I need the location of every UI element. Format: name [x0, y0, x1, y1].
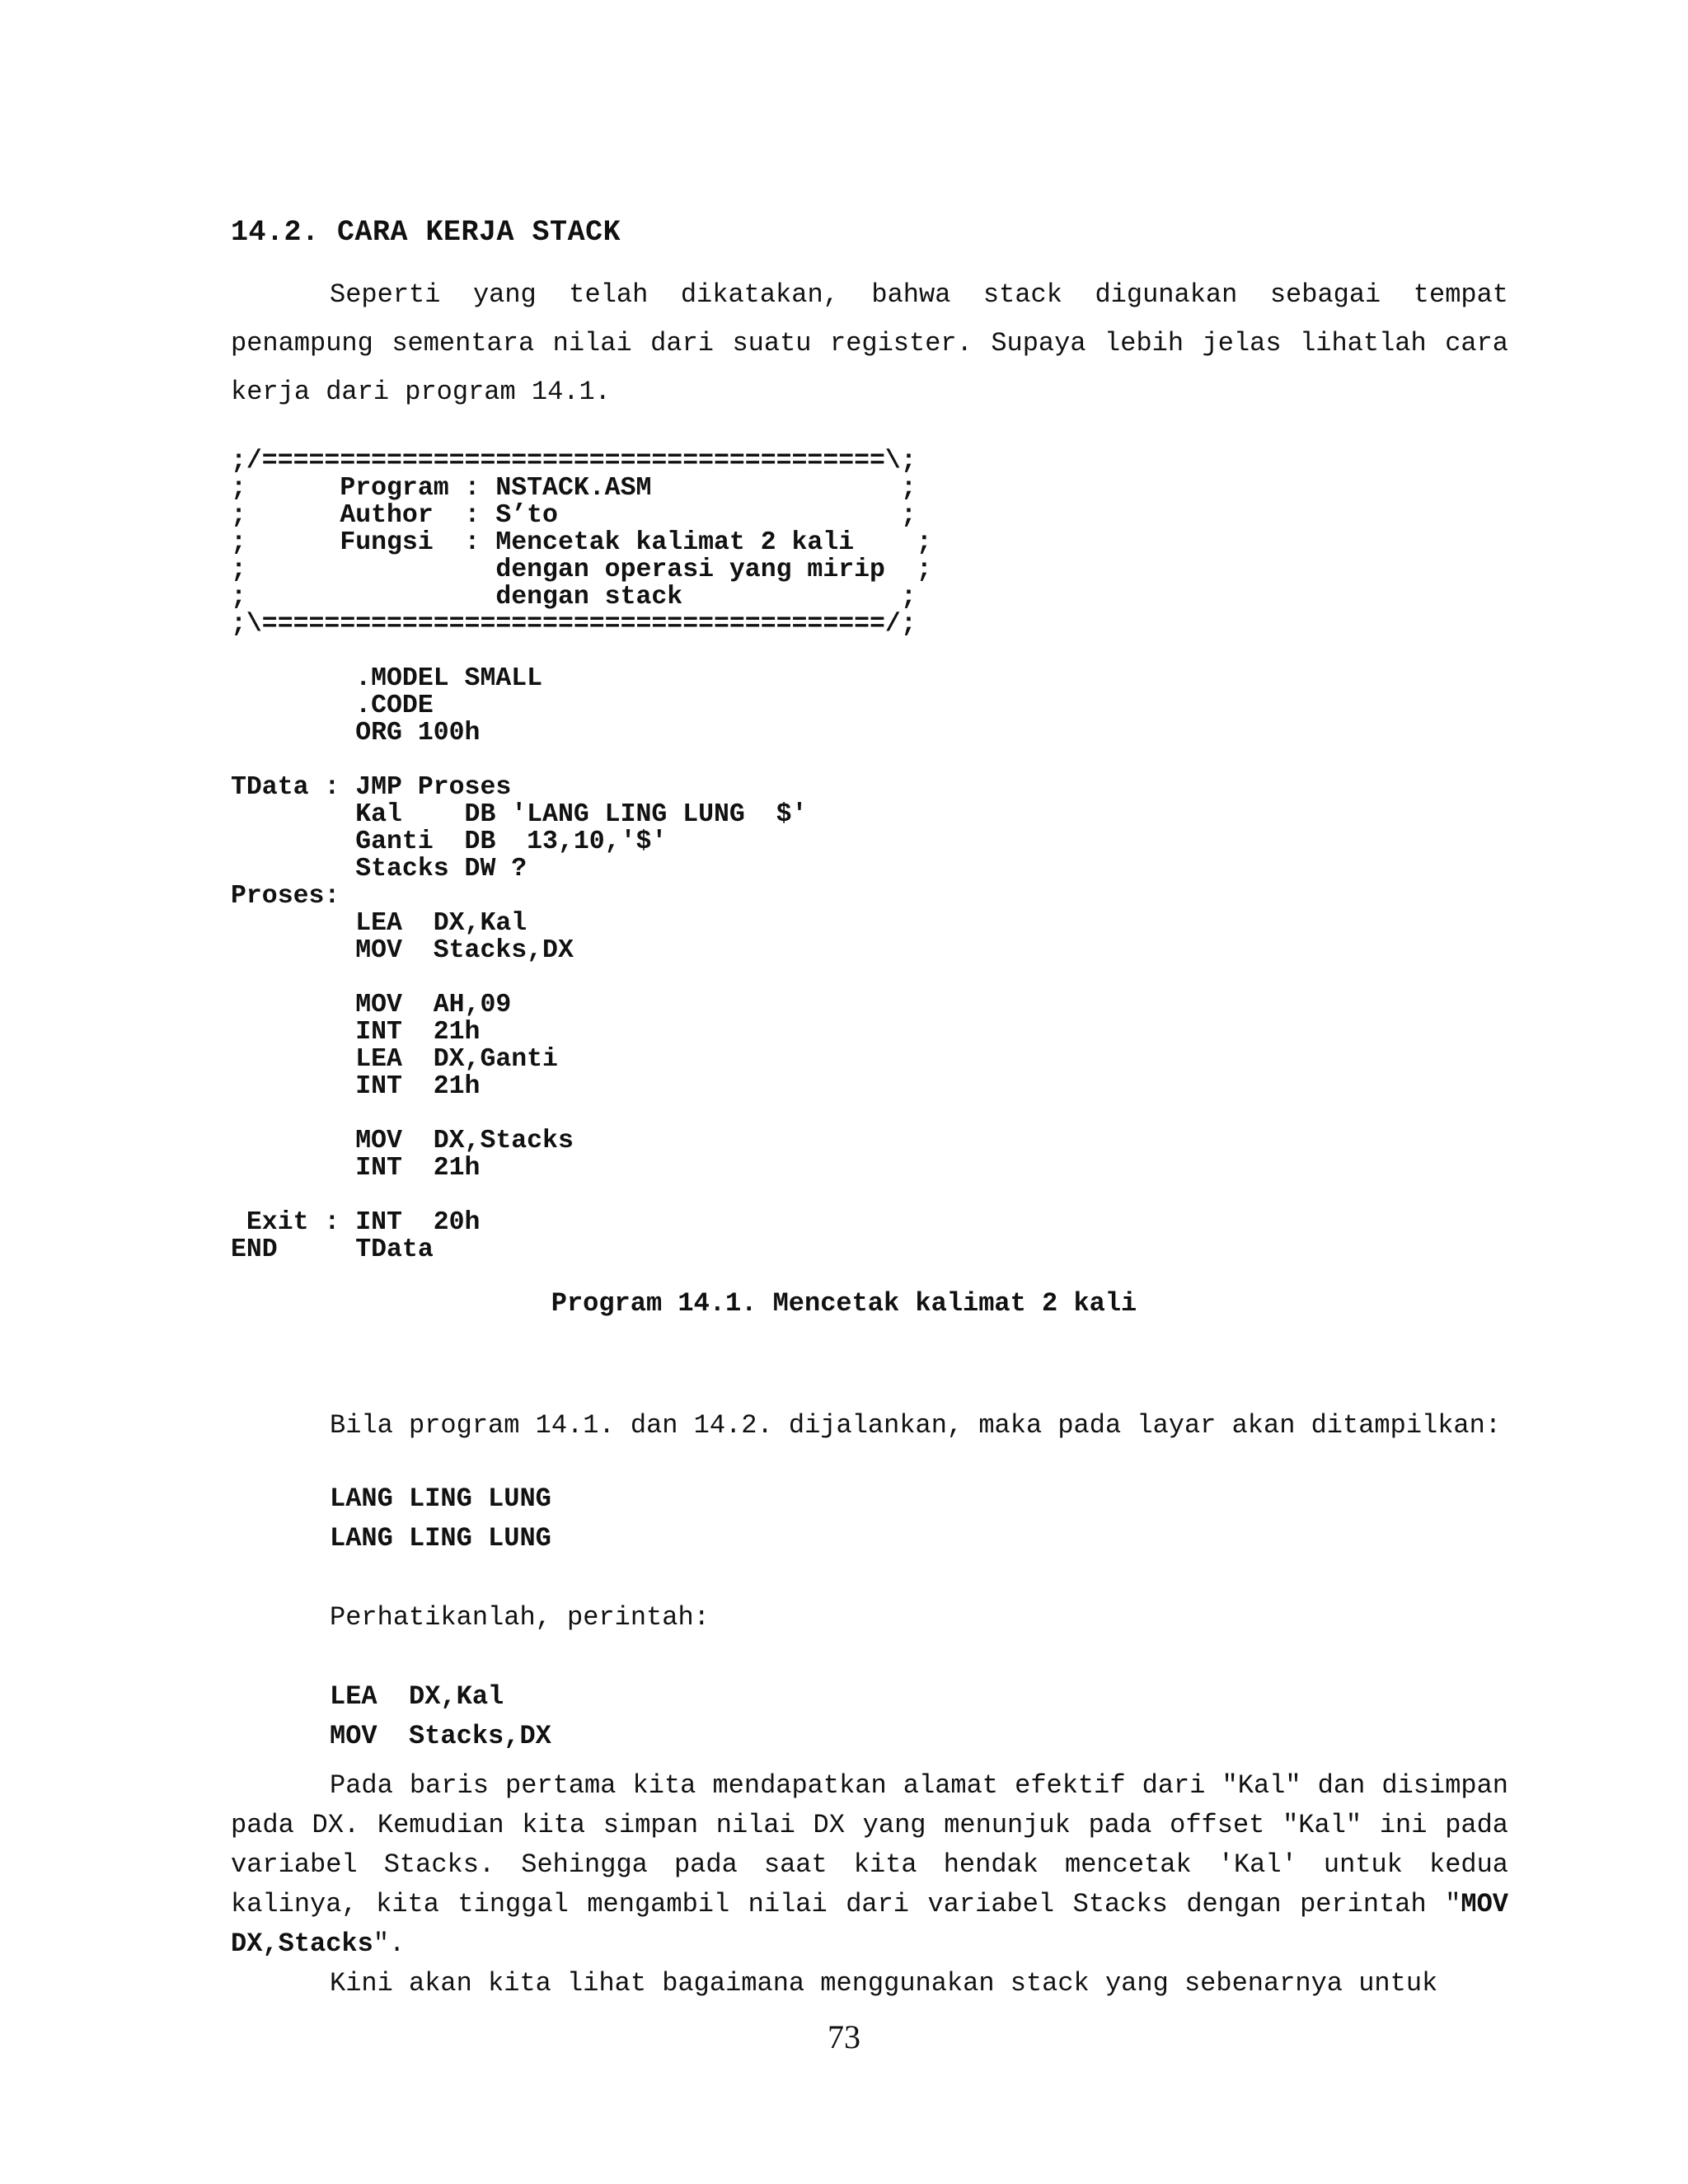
command-line: LEA DX,Kal	[330, 1681, 504, 1712]
intro-paragraph: Seperti yang telah dikatakan, bahwa stack digunakan sebagai tempat penampung sementara nilai dari suatu register. Supaya lebih jelas lihatlah cara kerja dari program 14.1.	[231, 279, 1508, 407]
page-number: 73	[828, 2018, 860, 2055]
program-listing: ;/========================================\; ; Program : NSTACK.ASM ; ; Author : S’to ; ; Fungsi : Mencetak kalimat 2 kali ; ; dengan operasi yang mirip ; ; dengan stack ; ;\========================================/; .MODEL SMALL .CODE ORG 100h TData : JMP Proses Kal DB 'LANG LING LUNG $' Ganti DB 13,10,'$' Stacks DW ? Proses: LEA DX,Kal MOV Stacks,DX MOV AH,09 INT 21h LEA DX,Ganti INT 21h MOV DX,Stacks INT 21h Exit : INT 20h END TData	[231, 447, 932, 1264]
output-line: LANG LING LUNG	[330, 1483, 551, 1514]
explanation-paragraph	[231, 1766, 1508, 1964]
section-heading: 14.2. CARA KERJA STACK	[231, 216, 621, 249]
notice-text: Perhatikanlah, perintah:	[330, 1602, 710, 1633]
output-line: LANG LING LUNG	[330, 1523, 551, 1554]
explanation-text: Pada baris pertama kita mendapatkan alamat efektif dari "Kal" dan disimpan pada DX. Kemudian kita simpan nilai DX yang menunjuk pada offset "Kal" ini pada variabel Stacks. Sehingga pada saat kita hendak mencetak 'Kal' untuk kedua kalinya, kita tinggal mengambil nilai dari variabel Stacks dengan perintah "	[231, 1770, 1508, 1919]
command-line: MOV Stacks,DX	[330, 1721, 551, 1751]
continuation-paragraph: Kini akan kita lihat bagaimana menggunakan stack yang sebenarnya untuk	[330, 1968, 1438, 1999]
run-paragraph: Bila program 14.1. dan 14.2. dijalankan, maka pada layar akan ditampilkan:	[330, 1410, 1502, 1441]
inline-command: MOV DX,Stacks	[231, 1889, 1508, 1959]
explanation-end: ".	[373, 1929, 406, 1959]
program-caption: Program 14.1. Mencetak kalimat 2 kali	[551, 1288, 1137, 1319]
